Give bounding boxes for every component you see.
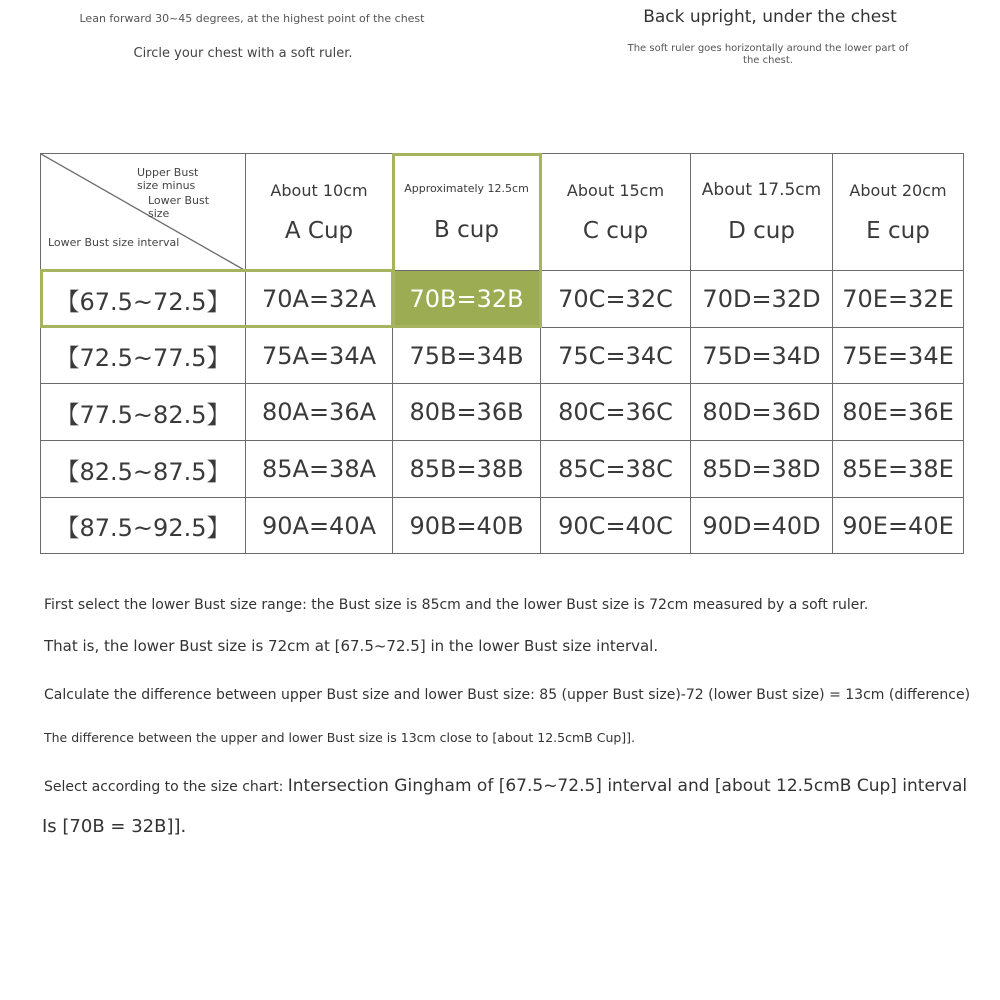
size-cell: 75D=34D	[691, 328, 833, 384]
range-cell: 【87.5~92.5】	[41, 498, 246, 554]
corner-interval-label: Lower Bust size interval	[48, 236, 180, 249]
header-cell-b	[393, 154, 541, 271]
size-cell: 90A=40A	[246, 498, 393, 554]
cup-difference: About 17.5cm	[701, 180, 822, 200]
size-cell: 90E=40E	[833, 498, 964, 554]
step2-detail: The difference between the upper and lower Bust size is 13cm close to [about 12.5cmB Cup]].	[44, 730, 636, 745]
size-cell: 75B=34B	[393, 328, 541, 384]
corner-upper-label: Upper Bust size minus	[137, 166, 199, 192]
cup-difference: About 20cm	[849, 180, 947, 200]
size-cell: 75C=34C	[541, 328, 691, 384]
cup-label: C cup	[582, 217, 649, 244]
step2-text	[44, 687, 970, 703]
cup-difference: About 15cm	[566, 180, 665, 200]
size-cell: 75E=34E	[833, 328, 964, 384]
instruction-lower-bust-posture: Back upright, under the chest	[643, 7, 897, 27]
step1-text	[44, 597, 868, 613]
size-cell: 90C=40C	[541, 498, 691, 554]
table-row	[41, 441, 964, 498]
table-row	[41, 384, 964, 441]
corner-header-cell	[41, 154, 246, 271]
cup-label: E cup	[866, 217, 930, 244]
header-cell-c	[541, 154, 691, 271]
size-cell: 85B=38B	[393, 441, 541, 498]
size-cell: 70C=32C	[541, 271, 691, 328]
instruction-lower-bust-ruler: The soft ruler goes horizontally around the lower part of the chest.	[627, 43, 909, 66]
step3-text	[44, 776, 967, 796]
instruction-upper-bust-posture: Lean forward 30~45 degrees, at the highest point of the chest	[79, 12, 425, 25]
range-cell: 【82.5~87.5】	[41, 441, 246, 498]
step3-prefix: Select according to the size chart:	[44, 779, 284, 795]
size-cell: 80B=36B	[393, 384, 541, 441]
size-cell: 90D=40D	[691, 498, 833, 554]
size-cell: 80E=36E	[833, 384, 964, 441]
size-cell: 85D=38D	[691, 441, 833, 498]
step1-main: First select the lower Bust size range: the Bust size is 85cm and the lower Bust size is 72cm measured by a soft ruler.	[44, 597, 869, 613]
range-cell: 【77.5~82.5】	[41, 384, 246, 441]
size-cell: 90B=40B	[393, 498, 541, 554]
size-cell: 85A=38A	[246, 441, 393, 498]
corner-lower-label: Lower Bust size	[148, 194, 210, 220]
cup-label: A Cup	[284, 217, 354, 244]
highlighted-size-cell: 70B=32B	[393, 271, 541, 328]
cup-label: D cup	[728, 218, 795, 244]
step1-detail: That is, the lower Bust size is 72cm at [67.5~72.5] in the lower Bust size interval.	[44, 637, 659, 655]
step2-main: Calculate the difference between upper Bust size and lower Bust size: 85 (upper Bust size)-72 (lower Bust size) = 13cm (difference)	[44, 687, 971, 703]
size-cell: 80D=36D	[691, 384, 833, 441]
cup-difference: About 10cm	[270, 180, 368, 200]
range-cell: 【67.5~72.5】	[41, 271, 246, 328]
step3-result: Is [70B = 32B]].	[42, 816, 187, 837]
size-cell: 70D=32D	[691, 271, 833, 328]
size-cell: 80C=36C	[541, 384, 691, 441]
size-cell: 85E=38E	[833, 441, 964, 498]
table-row	[41, 498, 964, 554]
size-cell: 70E=32E	[833, 271, 964, 328]
cup-label: B cup	[434, 216, 499, 243]
size-cell: 75A=34A	[246, 328, 393, 384]
size-cell: 70A=32A	[246, 271, 393, 328]
cup-difference: Approximately 12.5cm	[404, 181, 529, 195]
table-row	[41, 271, 964, 328]
size-chart-table	[40, 153, 964, 554]
header-cell-e	[833, 154, 964, 271]
instruction-upper-bust-ruler: Circle your chest with a soft ruler.	[133, 46, 353, 61]
range-cell: 【72.5~77.5】	[41, 328, 246, 384]
step3-main: Intersection Gingham of [67.5~72.5] interval and [about 12.5cmB Cup] interval	[287, 776, 968, 796]
table-row	[41, 328, 964, 384]
table-header-row	[41, 154, 964, 271]
size-cell: 80A=36A	[246, 384, 393, 441]
header-cell-a	[246, 154, 393, 271]
header-cell-d	[691, 154, 833, 271]
size-cell: 85C=38C	[541, 441, 691, 498]
